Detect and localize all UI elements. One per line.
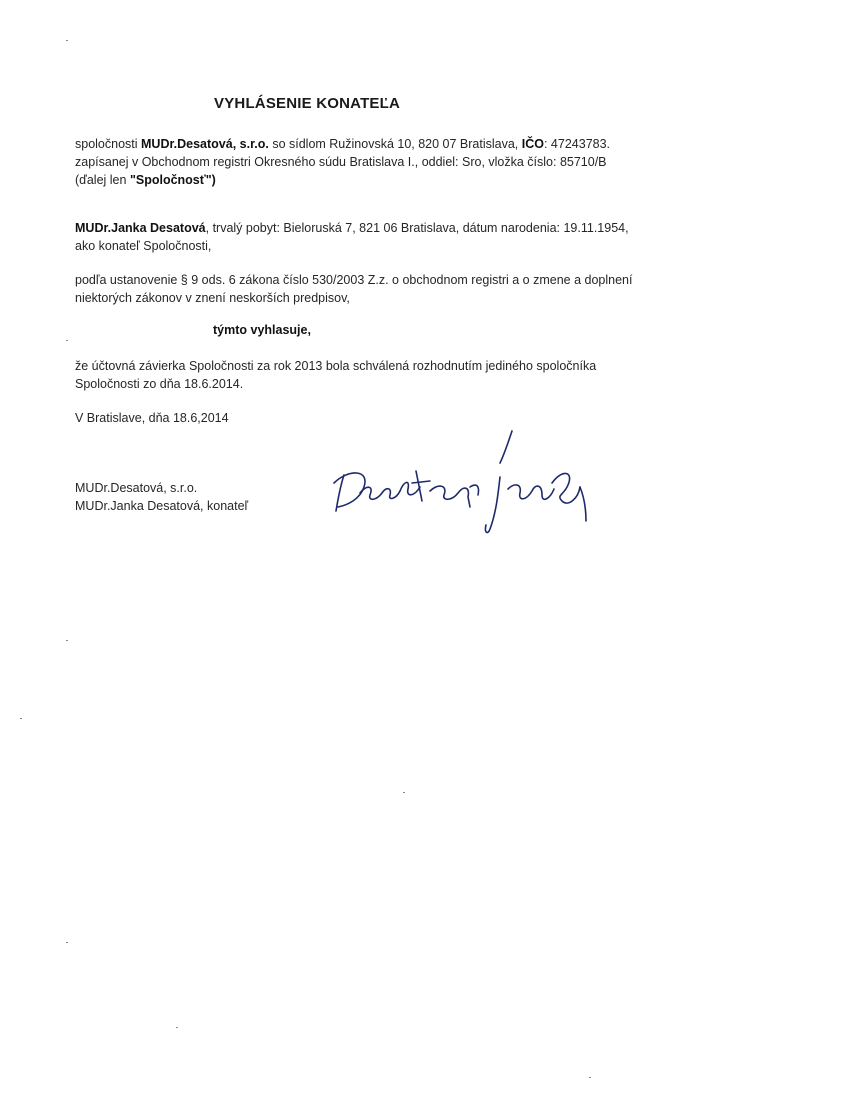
company-line-2: zapísanej v Obchodnom registri Okresného súdu Bratislava I., oddiel: Sro, vložka číslo: 85710/B [75, 155, 607, 169]
director-line-2: ako konateľ Spoločnosti, [75, 239, 212, 253]
statement-line-1: že účtovná závierka Spoločnosti za rok 2013 bola schválená rozhodnutím jediného spoločníka [75, 359, 597, 373]
company-alias: "Spoločnosť") [129, 173, 216, 187]
director-line-1 [75, 219, 629, 237]
law-line-2: niektorých zákonov v znení neskorších predpisov, [75, 291, 350, 305]
document-title: VYHLÁSENIE KONATEĽA [214, 95, 401, 112]
place-date: V Bratislave, dňa 18.6,2014 [75, 411, 229, 425]
scan-speck [403, 792, 405, 793]
ico-label: IČO [521, 137, 544, 151]
company-alias-prefix: (ďalej len [75, 173, 130, 187]
company-prefix: spoločnosti [75, 137, 142, 151]
scan-speck [66, 640, 68, 641]
signatory-person: MUDr.Janka Desatová, konateľ [75, 499, 249, 513]
scan-speck [589, 1077, 591, 1078]
scan-speck [66, 40, 68, 41]
company-line-3 [75, 171, 216, 189]
scan-speck [66, 340, 68, 341]
ico-value: : 47243783. [543, 137, 611, 151]
director-name: MUDr.Janka Desatová [75, 221, 206, 235]
scan-speck [66, 942, 68, 943]
law-line-1: podľa ustanovenie § 9 ods. 6 zákona číslo 530/2003 Z.z. o obchodnom registri a o zmene a doplnení [75, 273, 633, 287]
company-name: MUDr.Desatová, s.r.o. [141, 137, 269, 151]
company-seat: so sídlom Ružinovská 10, 820 07 Bratislava, [268, 137, 522, 151]
declaration-heading: týmto vyhlasuje, [213, 323, 311, 337]
scan-speck [20, 718, 22, 719]
company-line-1 [75, 135, 610, 153]
scan-speck [176, 1027, 178, 1028]
signatory-company: MUDr.Desatová, s.r.o. [75, 481, 198, 495]
statement-line-2: Spoločnosti zo dňa 18.6.2014. [75, 377, 244, 391]
director-details: , trvalý pobyt: Bieloruská 7, 821 06 Bratislava, dátum narodenia: 19.11.1954, [205, 221, 629, 235]
handwritten-signature [330, 425, 595, 540]
